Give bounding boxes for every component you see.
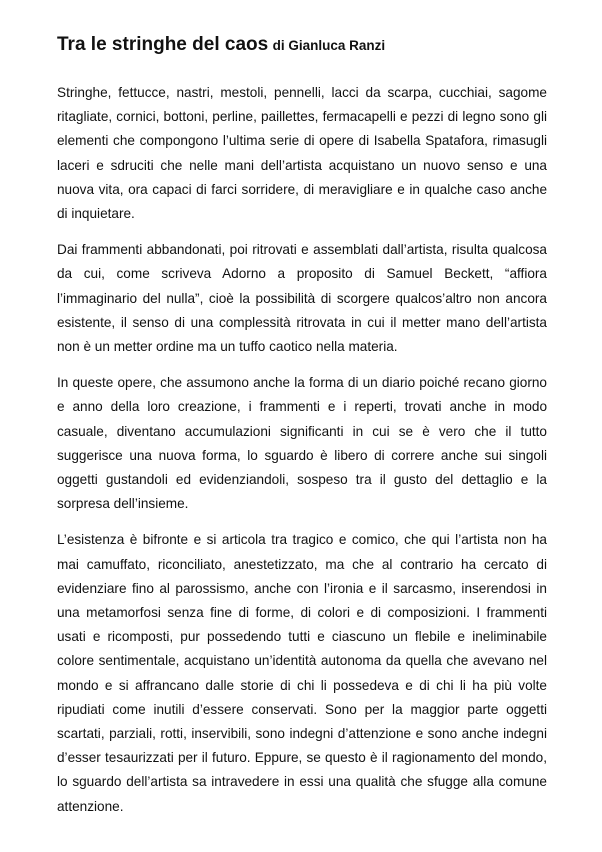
document-page bbox=[57, 32, 547, 831]
paragraph-3: In queste opere, che assumono anche la forma di un diario poiché recano giorno e anno della loro creazione, i frammenti e i reperti, trovati anche in modo casuale, diventano accumulazioni significanti in cui se è vero che il tutto suggerisce una nuova forma, lo sguardo è libero di correre anche sui singoli oggetti gustandoli ed evidenziandoli, sospeso tra il gusto del dettaglio e la sorpresa dell’insieme. bbox=[57, 375, 547, 512]
paragraph-1: Stringhe, fettucce, nastri, mestoli, pennelli, lacci da scarpa, cucchiai, sagome ritagliate, cornici, bottoni, perline, paillettes, fermacapelli e pezzi di legno sono gli elementi che compongono l’ultima serie di opere di Isabella Spatafora, rimasugli laceri e sdruciti che nelle mani dell’artista acquistano un nuovo senso e una nuova vita, ora capaci di farci sorridere, di meravigliare e in qualche caso anche di inquietare. bbox=[57, 85, 547, 222]
document-author: di Gianluca Ranzi bbox=[272, 38, 386, 53]
paragraph-2: Dai frammenti abbandonati, poi ritrovati e assemblati dall’artista, risulta qualcosa da cui, come scriveva Adorno a proposito di Samuel Beckett, “affiora l’immaginario del nulla”, cioè la possibilità di scorgere qualcos’altro non ancora esistente, il senso di una complessità ritrovata in cui il metter mano dell’artista non è un metter ordine ma un tuffo caotico nella materia. bbox=[57, 242, 547, 355]
paragraph-4: L’esistenza è bifronte e si articola tra tragico e comico, che qui l’artista non ha mai camuffato, riconciliato, anestetizzato, ma che al contrario ha cercato di evidenziare fino al parossismo, anche con l’ironia e il sarcasmo, inserendosi in una metamorfosi senza fine di forme, di colori e di composizioni. I frammenti usati e ricomposti, pur possedendo tutti e ciascuno un flebile e ineliminabile colore sentimentale, acquistano un’identità autonoma da quella che avevano nel mondo e si affrancano dalle storie di chi li possedeva e di chi li ha più volte ripudiati come inutili d’essere conservati. Sono per la maggior parte oggetti scartati, parziali, rotti, inservibili, sono indegni d’attenzione e sono anche indegni d’esser tesaurizzati per il futuro. Eppure, se questo è il ragionamento del mondo, lo sguardo dell’artista sa intravedere in essi una qualità che sfugge alla comune attenzione. bbox=[57, 532, 547, 814]
document-heading bbox=[57, 32, 547, 59]
document-title: Tra le stringhe del caos bbox=[57, 34, 269, 55]
